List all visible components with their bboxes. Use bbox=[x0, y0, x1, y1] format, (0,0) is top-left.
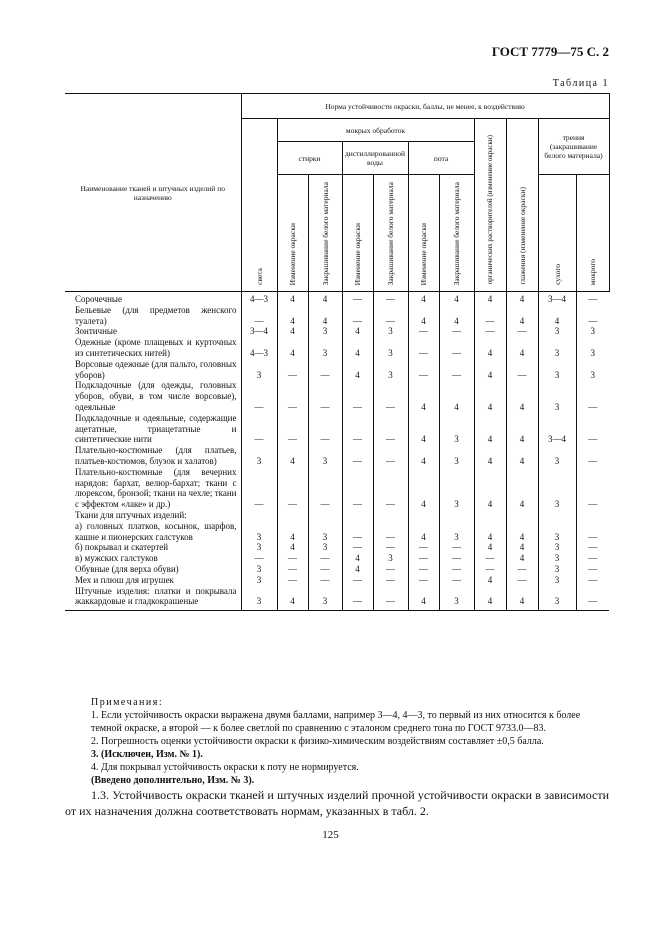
cell-value: — bbox=[439, 553, 474, 564]
cell-value bbox=[241, 510, 277, 521]
cell-value: 4 bbox=[538, 305, 576, 327]
cell-value: 4 bbox=[308, 305, 342, 327]
row-name: Подкладочные и одеяльные, содержащие ацетатные, триацетатные и синтетические нити bbox=[75, 412, 237, 445]
cell-value: 3 bbox=[373, 337, 408, 359]
col-org: органических растворителей (изменение окраски) bbox=[474, 119, 506, 292]
cell-value: 3 bbox=[241, 575, 277, 586]
cell-value: 3—4 bbox=[538, 292, 576, 305]
cell-value: — bbox=[439, 564, 474, 575]
cell-value: — bbox=[474, 553, 506, 564]
table-row bbox=[65, 326, 609, 337]
col-wet-friction: мокрого bbox=[576, 175, 609, 292]
cell-value: 4 bbox=[474, 380, 506, 412]
cell-value bbox=[277, 510, 308, 521]
cell-value: — bbox=[373, 564, 408, 575]
cell-value: 3 bbox=[538, 521, 576, 543]
cell-value: 4 bbox=[506, 413, 538, 445]
cell-value: — bbox=[277, 467, 308, 510]
cell-value: 4 bbox=[474, 359, 506, 381]
table-row bbox=[65, 586, 609, 611]
cell-value: 4 bbox=[474, 445, 506, 467]
cell-value: 4 bbox=[277, 445, 308, 467]
cell-value: — bbox=[241, 380, 277, 412]
cell-value: 4 bbox=[277, 337, 308, 359]
cell-value: — bbox=[308, 564, 342, 575]
cell-value: 4 bbox=[506, 521, 538, 543]
cell-value: — bbox=[277, 575, 308, 586]
cell-value: — bbox=[342, 467, 373, 510]
note-3: 3. (Исключен, Изм. № 1). bbox=[91, 749, 203, 760]
cell-value: 3 bbox=[439, 413, 474, 445]
cell-value: — bbox=[277, 359, 308, 381]
col-friction-header: трения (закрашивание белого материала) bbox=[538, 119, 609, 175]
cell-value: 4 bbox=[506, 380, 538, 412]
cell-value: 4 bbox=[277, 305, 308, 327]
cell-value: 4 bbox=[506, 467, 538, 510]
cell-value: — bbox=[474, 305, 506, 327]
cell-value: 3 bbox=[373, 326, 408, 337]
cell-value bbox=[506, 510, 538, 521]
cell-value: 4 bbox=[506, 553, 538, 564]
cell-value: — bbox=[342, 413, 373, 445]
cell-value: — bbox=[506, 564, 538, 575]
row-name: Обувные (для верха обуви) bbox=[75, 563, 179, 574]
cell-value: — bbox=[373, 292, 408, 305]
cell-value: — bbox=[506, 359, 538, 381]
cell-value: 4 bbox=[408, 292, 439, 305]
cell-value: — bbox=[373, 586, 408, 611]
cell-value: — bbox=[342, 292, 373, 305]
table-row bbox=[65, 305, 609, 327]
cell-value: 4 bbox=[474, 337, 506, 359]
cell-value bbox=[439, 510, 474, 521]
cell-value: 4 bbox=[277, 521, 308, 543]
cell-value: — bbox=[408, 337, 439, 359]
cell-value bbox=[342, 510, 373, 521]
col-light: света bbox=[241, 119, 277, 292]
row-name: Ворсовые одежные (для пальто, головных уборов) bbox=[75, 358, 237, 380]
cell-value: 3 bbox=[241, 521, 277, 543]
cell-value: 4 bbox=[408, 467, 439, 510]
cell-value: — bbox=[342, 445, 373, 467]
cell-value: 4—3 bbox=[241, 292, 277, 305]
cell-value: 4 bbox=[439, 305, 474, 327]
cell-value: — bbox=[342, 305, 373, 327]
col-dist-stain: Закрашивание белого материала bbox=[373, 175, 408, 292]
row-name: Ткани для штучных изделий: bbox=[75, 509, 187, 520]
row-name: Одежные (кроме плащевых и курточных из синтетических нитей) bbox=[75, 337, 237, 358]
cell-value: 4 bbox=[506, 586, 538, 611]
cell-value: 4 bbox=[506, 542, 538, 553]
cell-value: — bbox=[408, 359, 439, 381]
cell-value: — bbox=[408, 326, 439, 337]
col-wash-stain: Закрашивание белого материала bbox=[308, 175, 342, 292]
cell-value: 3 bbox=[439, 467, 474, 510]
cell-value: — bbox=[576, 305, 609, 327]
cell-value: — bbox=[241, 305, 277, 327]
cell-value: 3 bbox=[241, 564, 277, 575]
note-5: (Введено дополнительно, Изм. № 3). bbox=[91, 775, 255, 786]
col-sweat-change: Изменение окраски bbox=[408, 175, 439, 292]
cell-value: 3 bbox=[538, 337, 576, 359]
cell-value: — bbox=[408, 564, 439, 575]
row-name: а) головных платков, косынок, шарфов, кашне и пионерских галстуков bbox=[75, 520, 237, 542]
cell-value: 4 bbox=[342, 564, 373, 575]
cell-value: — bbox=[408, 575, 439, 586]
cell-value: 4 bbox=[474, 575, 506, 586]
col-norm-header: Норма устойчивости окраски, баллы, не менее, к воздействию bbox=[241, 94, 609, 119]
row-name: в) мужских галстуков bbox=[75, 553, 158, 564]
cell-value: 4 bbox=[277, 586, 308, 611]
cell-value: — bbox=[576, 467, 609, 510]
cell-value: 4 bbox=[342, 359, 373, 381]
cell-value: 3 bbox=[538, 445, 576, 467]
cell-value: 4 bbox=[439, 380, 474, 412]
cell-value: 3 bbox=[373, 359, 408, 381]
table-caption: Таблица 1 bbox=[552, 78, 609, 89]
cell-value: 3 bbox=[373, 553, 408, 564]
table-row bbox=[65, 553, 609, 564]
cell-value: — bbox=[439, 575, 474, 586]
note-2: 2. Погрешность оценки устойчивости окраски к физико-химическим воздействиям составляет ±0,5 балла. bbox=[91, 736, 544, 747]
cell-value: — bbox=[506, 326, 538, 337]
cell-value: 4 bbox=[277, 292, 308, 305]
row-name: Подкладочные (для одежды, головных уборов, обуви, в том числе ворсовые), одеяльные bbox=[75, 380, 237, 412]
cell-value: 3 bbox=[439, 521, 474, 543]
cell-value: 3 bbox=[308, 337, 342, 359]
cell-value: 3 bbox=[241, 359, 277, 381]
cell-value: 3 bbox=[576, 326, 609, 337]
row-name: Штучные изделия: платки и покрывала жаккардовые и гладкокрашеные bbox=[65, 586, 241, 611]
cell-value: 3 bbox=[241, 586, 277, 611]
cell-value: — bbox=[277, 564, 308, 575]
cell-value: 4 bbox=[474, 413, 506, 445]
cell-value: 3 bbox=[439, 586, 474, 611]
cell-value: — bbox=[408, 553, 439, 564]
cell-value: — bbox=[576, 380, 609, 412]
cell-value: 4 bbox=[439, 292, 474, 305]
cell-value: — bbox=[308, 380, 342, 412]
cell-value: 3 bbox=[308, 445, 342, 467]
cell-value: 4 bbox=[474, 542, 506, 553]
cell-value: — bbox=[308, 575, 342, 586]
cell-value: — bbox=[342, 521, 373, 543]
cell-value: 4 bbox=[506, 445, 538, 467]
cell-value: 4 bbox=[277, 542, 308, 553]
cell-value: — bbox=[373, 380, 408, 412]
cell-value: 3 bbox=[308, 542, 342, 553]
table-row bbox=[65, 542, 609, 553]
col-wash-header: стирки bbox=[277, 142, 342, 175]
note-4: 4. Для покрывал устойчивость окраски к поту не нормируется. bbox=[91, 762, 359, 773]
cell-value: — bbox=[474, 326, 506, 337]
cell-value bbox=[408, 510, 439, 521]
cell-value: — bbox=[506, 575, 538, 586]
cell-value: — bbox=[277, 413, 308, 445]
cell-value: 3 bbox=[538, 467, 576, 510]
row-name: Зонтичные bbox=[75, 326, 117, 337]
cell-value: 3 bbox=[241, 445, 277, 467]
col-iron: глажения (изменение окраски) bbox=[506, 119, 538, 292]
cell-value: 4 bbox=[408, 521, 439, 543]
cell-value: — bbox=[408, 542, 439, 553]
table-row bbox=[65, 467, 609, 510]
cell-value: 4 bbox=[474, 586, 506, 611]
table-row bbox=[65, 521, 609, 543]
row-name: Бельевые (для предметов женского туалета) bbox=[75, 304, 237, 326]
col-sweat-header: пота bbox=[408, 142, 474, 175]
cell-value: — bbox=[308, 553, 342, 564]
table-row bbox=[65, 359, 609, 381]
cell-value: 4 bbox=[408, 413, 439, 445]
cell-value: — bbox=[277, 553, 308, 564]
table-row bbox=[65, 380, 609, 412]
cell-value: — bbox=[439, 337, 474, 359]
cell-value bbox=[576, 510, 609, 521]
cell-value: — bbox=[342, 380, 373, 412]
cell-value: 4 bbox=[308, 292, 342, 305]
table-row bbox=[65, 292, 609, 305]
row-name: Плательно-костюмные (для вечерних нарядов: бархат, велюр-бархат; ткани с люрексом, бронзой; ткани на чехле; ткани с эффектом «лаке» и др.) bbox=[75, 466, 237, 510]
row-name: Плательно-костюмные (для платьев, платьев-костюмов, блузок и халатов) bbox=[75, 445, 237, 466]
table-row bbox=[65, 337, 609, 359]
cell-value: 4—3 bbox=[241, 337, 277, 359]
cell-value: — bbox=[342, 586, 373, 611]
table-row bbox=[65, 564, 609, 575]
cell-value: — bbox=[576, 542, 609, 553]
row-name: Сорочечные bbox=[75, 294, 122, 304]
cell-value: — bbox=[439, 542, 474, 553]
cell-value: — bbox=[373, 445, 408, 467]
row-name: б) покрывал и скатертей bbox=[75, 542, 169, 553]
cell-value: 4 bbox=[506, 305, 538, 327]
cell-value: 3 bbox=[538, 575, 576, 586]
cell-value: 4 bbox=[277, 326, 308, 337]
cell-value: — bbox=[576, 521, 609, 543]
cell-value: 3—4 bbox=[241, 326, 277, 337]
cell-value: 4 bbox=[474, 521, 506, 543]
cell-value: 3 bbox=[308, 326, 342, 337]
col-wash-change: Изменение окраски bbox=[277, 175, 308, 292]
cell-value: 4 bbox=[408, 445, 439, 467]
table-row bbox=[65, 510, 609, 521]
cell-value: — bbox=[308, 467, 342, 510]
cell-value: — bbox=[373, 542, 408, 553]
notes bbox=[91, 696, 609, 787]
cell-value: 4 bbox=[506, 337, 538, 359]
cell-value: — bbox=[241, 467, 277, 510]
cell-value: 3 bbox=[538, 564, 576, 575]
document-header: ГОСТ 7779—75 С. 2 bbox=[491, 44, 609, 59]
cell-value: — bbox=[576, 564, 609, 575]
cell-value: — bbox=[308, 413, 342, 445]
cell-value: 3 bbox=[308, 586, 342, 611]
cell-value: — bbox=[373, 521, 408, 543]
cell-value: — bbox=[576, 445, 609, 467]
norms-table bbox=[65, 93, 610, 611]
cell-value: — bbox=[474, 564, 506, 575]
cell-value: 3 bbox=[538, 542, 576, 553]
note-1: 1. Если устойчивость окраски выражена двумя баллами, например 3—4, 4—3, то первый из них относится к более темной окраске, а второй — к более светлой по сравнению с эталоном среднего тона по ГОСТ 9733.0—83. bbox=[91, 710, 581, 734]
col-dry: сухого bbox=[538, 175, 576, 292]
cell-value: 3 bbox=[538, 359, 576, 381]
cell-value: — bbox=[373, 305, 408, 327]
cell-value bbox=[308, 510, 342, 521]
col-wet-header: мокрых обработок bbox=[277, 119, 474, 142]
cell-value: 4 bbox=[408, 380, 439, 412]
cell-value: 3 bbox=[538, 553, 576, 564]
cell-value: 3 bbox=[538, 326, 576, 337]
cell-value: — bbox=[277, 380, 308, 412]
cell-value bbox=[373, 510, 408, 521]
col-dist-header: дистиллированной воды bbox=[342, 142, 408, 175]
cell-value: — bbox=[576, 586, 609, 611]
page-number: 125 bbox=[322, 829, 339, 841]
table-row bbox=[65, 575, 609, 586]
table-row bbox=[65, 413, 609, 445]
cell-value: 3 bbox=[308, 521, 342, 543]
cell-value: 3 bbox=[576, 359, 609, 381]
cell-value: 3 bbox=[538, 380, 576, 412]
cell-value: — bbox=[241, 553, 277, 564]
cell-value: 3 bbox=[241, 542, 277, 553]
cell-value bbox=[538, 510, 576, 521]
col-name-header: Наименование тканей и штучных изделий по назначению bbox=[65, 94, 241, 292]
cell-value: 4 bbox=[474, 292, 506, 305]
cell-value: — bbox=[576, 553, 609, 564]
row-name: Мех и плюш для игрушек bbox=[75, 574, 174, 585]
cell-value: — bbox=[439, 326, 474, 337]
cell-value: 3—4 bbox=[538, 413, 576, 445]
cell-value: 4 bbox=[408, 586, 439, 611]
cell-value: 4 bbox=[342, 553, 373, 564]
cell-value: — bbox=[342, 542, 373, 553]
cell-value: — bbox=[576, 292, 609, 305]
paragraph-1-3: 1.3. Устойчивость окраски тканей и штучных изделий прочной устойчивости окраски в зависимости от их назначения должна соответствовать нормам, указанных в табл. 2. bbox=[65, 788, 609, 819]
cell-value: — bbox=[342, 575, 373, 586]
cell-value: — bbox=[439, 359, 474, 381]
cell-value: 4 bbox=[408, 305, 439, 327]
cell-value: 4 bbox=[474, 467, 506, 510]
cell-value: — bbox=[576, 575, 609, 586]
cell-value: — bbox=[241, 413, 277, 445]
cell-value: 3 bbox=[538, 586, 576, 611]
cell-value: 4 bbox=[342, 337, 373, 359]
cell-value: — bbox=[373, 575, 408, 586]
cell-value: — bbox=[373, 413, 408, 445]
col-sweat-stain: Закрашивание белого материала bbox=[439, 175, 474, 292]
cell-value bbox=[474, 510, 506, 521]
cell-value: — bbox=[576, 413, 609, 445]
cell-value: 4 bbox=[342, 326, 373, 337]
col-dist-change: Изменение окраски bbox=[342, 175, 373, 292]
cell-value: 4 bbox=[506, 292, 538, 305]
cell-value: — bbox=[373, 467, 408, 510]
table-row bbox=[65, 445, 609, 467]
cell-value: 3 bbox=[439, 445, 474, 467]
notes-title: Примечания: bbox=[91, 697, 164, 708]
cell-value: 3 bbox=[576, 337, 609, 359]
cell-value: — bbox=[308, 359, 342, 381]
